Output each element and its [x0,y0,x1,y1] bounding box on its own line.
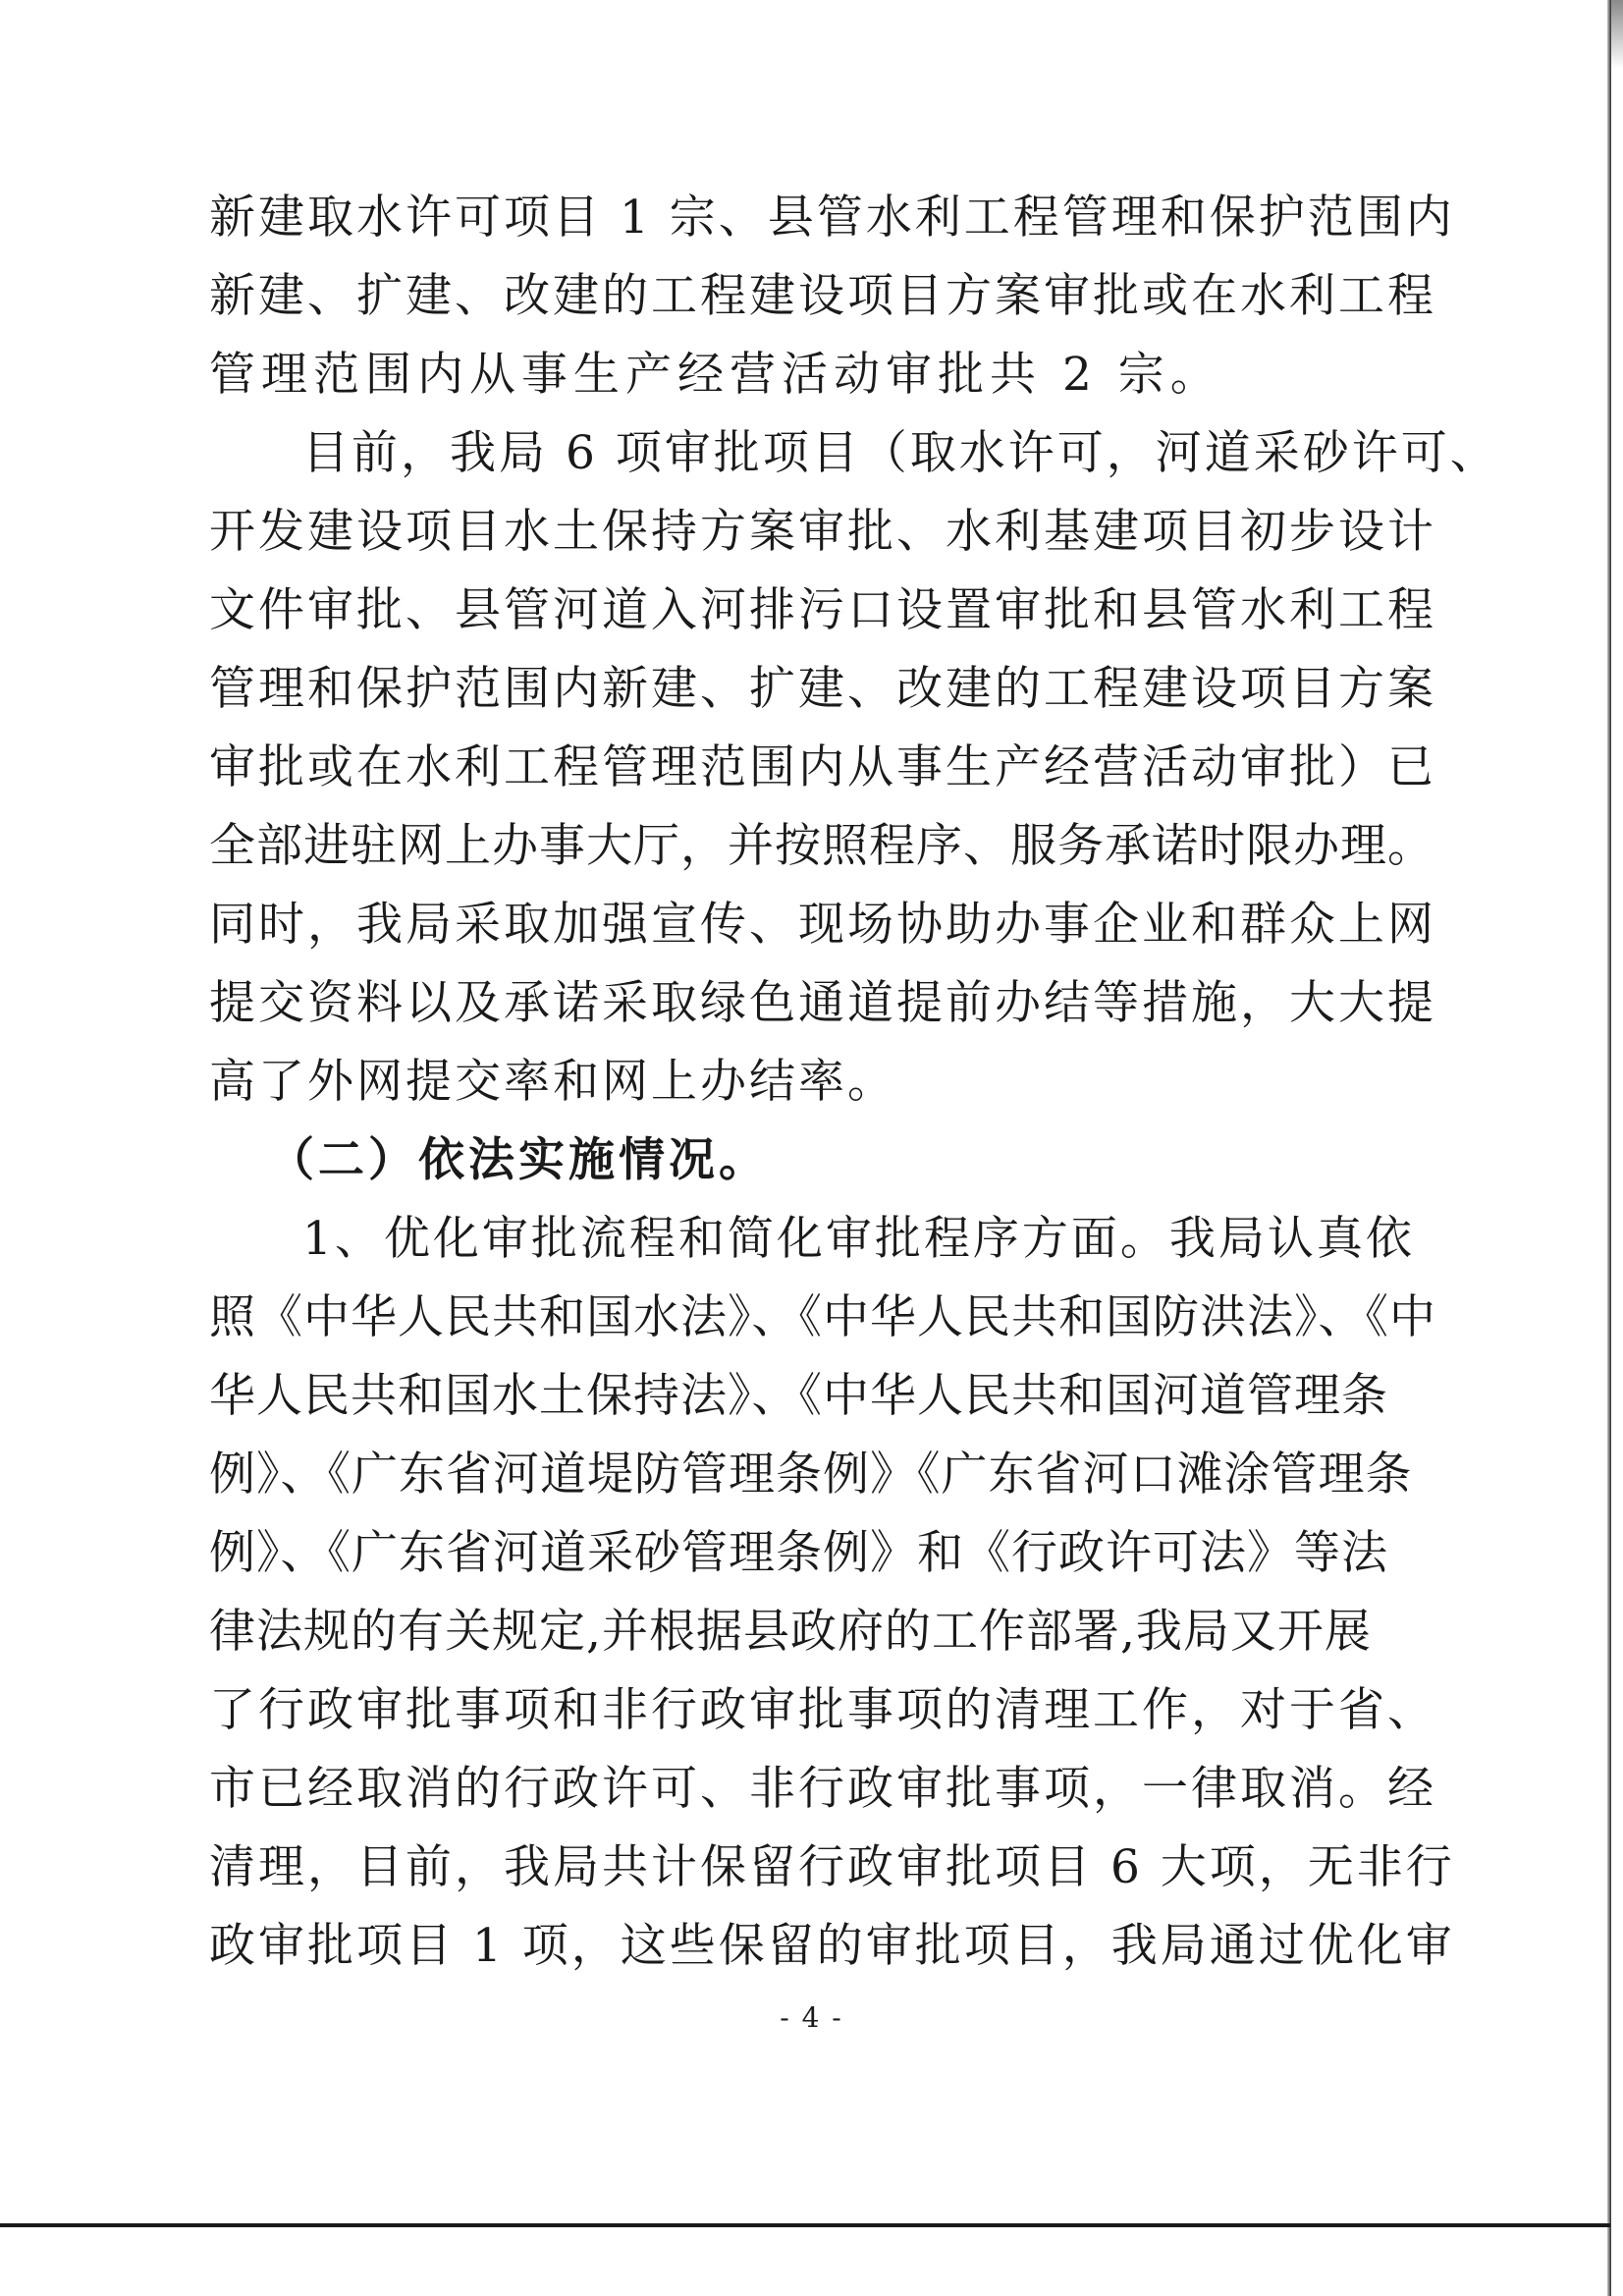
paragraph-first-line: 1、优化审批流程和简化审批程序方面。我局认真依 [302,1212,1415,1266]
section-heading: （二）依法实施情况。 [268,1133,769,1187]
text-line: 律法规的有关规定,并根据县政府的工作部署,我局又开展 [209,1605,1372,1659]
text-line: 文件审批、县管河道入河排污口设置审批和县管水利工程 [209,583,1436,637]
document-body [209,179,1499,1986]
text-line: 政审批项目 1 项，这些保留的审批项目，我局通过优化审 [209,1919,1455,1973]
text-line: 同时，我局采取加强宣传、现场协助办事企业和群众上网 [209,898,1436,952]
text-line: 市已经取消的行政许可、非行政审批事项，一律取消。经 [209,1762,1436,1816]
text-line: 照《中华人民共和国水法》、《中华人民共和国防洪法》、《中 [209,1290,1436,1344]
text-line: 例》、《广东省河道堤防管理条例》《广东省河口滩涂管理条 [209,1448,1413,1502]
scan-edge-bottom [0,2223,1610,2227]
page-number: - 4 - [780,2001,843,2034]
text-line: 例》、《广东省河道采砂管理条例》和《行政许可法》等法 [209,1526,1388,1580]
text-line: 提交资料以及承诺采取绿色通道提前办结等措施，大大提 [209,976,1436,1030]
scan-corner-shadow [1611,0,1623,69]
text-line: 了行政审批事项和非行政审批事项的清理工作，对于省、 [209,1683,1436,1737]
text-line: 新建取水许可项目 1 宗、县管水利工程管理和保护范围内 [209,191,1455,245]
text-line: 审批或在水利工程管理范围内从事生产经营活动审批）已 [209,740,1436,794]
text-line: 管理和保护范围内新建、扩建、改建的工程建设项目方案 [209,662,1436,716]
text-line: 高了外网提交率和网上办结率。 [209,1055,896,1109]
text-line: 开发建设项目水土保持方案审批、水利基建项目初步设计 [209,505,1436,559]
text-line: 清理，目前，我局共计保留行政审批项目 6 大项，无非行 [209,1840,1455,1894]
text-line: 全部进驻网上办事大厅，并按照程序、服务承诺时限办理。 [209,819,1434,873]
text-line: 管理范围内从事生产经营活动审批共 2 宗。 [209,348,1222,402]
paragraph-first-line: 目前，我局 6 项审批项目（取水许可，河道采砂许可、 [302,426,1499,480]
text-line: 新建、扩建、改建的工程建设项目方案审批或在水利工程 [209,269,1436,323]
text-line: 华人民共和国水土保持法》、《中华人民共和国河道管理条 [209,1369,1388,1423]
scan-edge-right [1607,0,1611,2296]
